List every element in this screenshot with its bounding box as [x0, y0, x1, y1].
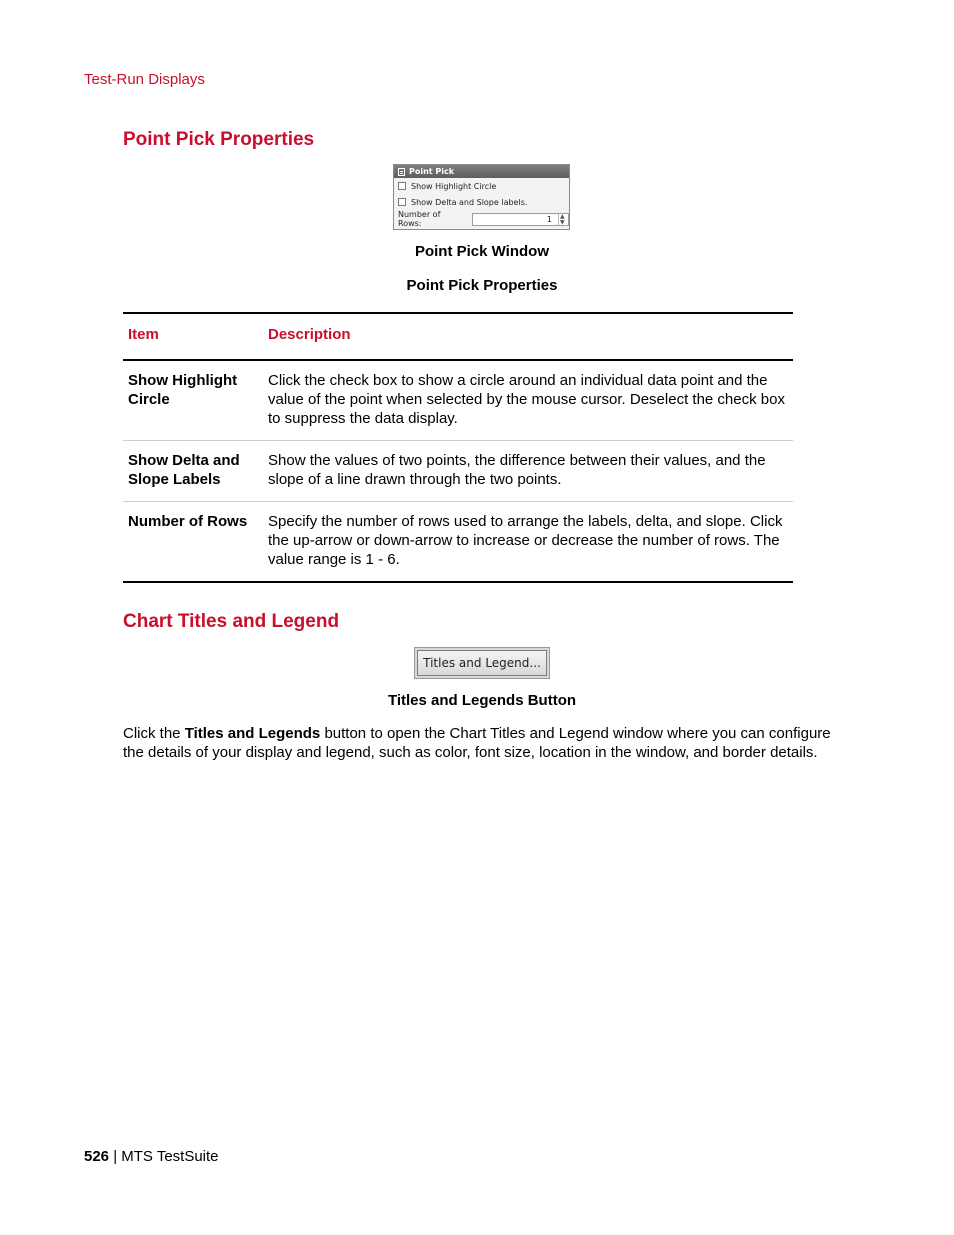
column-header-description: Description — [263, 313, 793, 360]
product-name: MTS TestSuite — [121, 1148, 219, 1165]
stepper-arrows-icon: ▲ ▼ — [558, 214, 568, 225]
page-footer — [84, 1148, 219, 1165]
panel-collapse-icon — [398, 168, 405, 176]
column-header-item: Item — [123, 313, 263, 360]
row-description: Show the values of two points, the difference between their values, and the slope of a line drawn through the two points. — [263, 441, 793, 502]
highlight-label: Show Highlight Circle — [411, 181, 497, 191]
figure-caption-titles-button: Titles and Legends Button — [387, 692, 577, 709]
para-text-end: button to open the Chart Titles and Legend window where you can configure the details of your display and legend, such as color, font size, location in the window, and border details. — [123, 725, 831, 761]
body-paragraph — [123, 724, 853, 762]
row-item: Number of Rows — [123, 502, 263, 583]
rows-value: 1 — [546, 214, 552, 224]
panel-title: Point Pick — [409, 167, 455, 176]
titles-legend-button-image — [414, 647, 550, 679]
para-text-start: Click the — [123, 725, 185, 742]
row-description: Specify the number of rows used to arrange the labels, delta, and slope. Click the up-arrow or down-arrow to increase or decrease the number of rows. The value range is 1 - 6. — [263, 502, 793, 583]
rows-row — [394, 210, 569, 228]
figure-caption-point-pick: Point Pick Window — [414, 243, 550, 260]
breadcrumb: Test-Run Displays — [84, 71, 205, 88]
table-row — [123, 502, 793, 583]
para-bold-text: Titles and Legends — [184, 725, 321, 742]
section-title-chart-titles: Chart Titles and Legend — [123, 611, 340, 632]
section-title-point-pick: Point Pick Properties — [123, 129, 315, 150]
table-caption: Point Pick Properties — [406, 277, 558, 294]
properties-table — [123, 312, 793, 583]
point-pick-panel-image — [393, 164, 570, 230]
titles-and-legend-button[interactable]: Titles and Legend... — [417, 650, 547, 676]
rows-label: Number of Rows: — [398, 210, 441, 228]
panel-header — [394, 165, 569, 178]
highlight-checkbox — [398, 182, 406, 190]
row-item: Show Highlight Circle — [123, 360, 263, 441]
table-header-row — [123, 313, 793, 360]
option-delta-row — [394, 194, 569, 210]
delta-checkbox — [398, 198, 406, 206]
rows-stepper — [472, 213, 569, 226]
table-row — [123, 441, 793, 502]
row-item: Show Delta and Slope Labels — [123, 441, 263, 502]
page-number: 526 — [84, 1148, 110, 1165]
table-row — [123, 360, 793, 441]
delta-label: Show Delta and Slope labels. — [411, 197, 528, 207]
row-description: Click the check box to show a circle around an individual data point and the value of the point when selected by the mouse cursor. Deselect the check box to suppress the data display. — [263, 360, 793, 441]
option-highlight-row — [394, 178, 569, 194]
footer-separator: | — [109, 1148, 122, 1165]
